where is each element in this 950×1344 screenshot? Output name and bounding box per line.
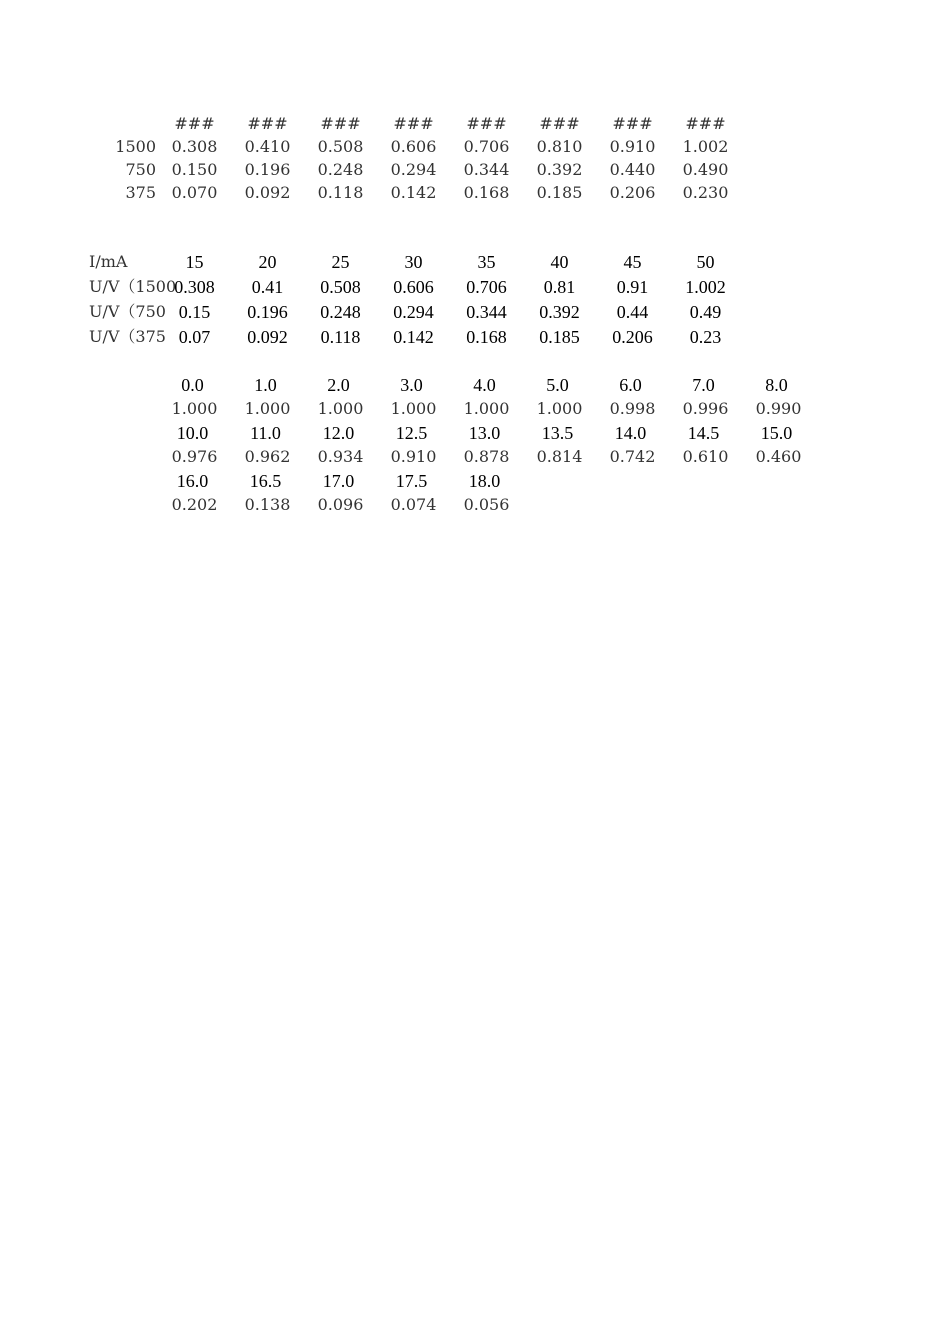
- table-cell: 0.81: [543, 277, 576, 297]
- block1-header-cell: ###: [539, 114, 580, 133]
- table-cell: 0.230: [682, 183, 729, 202]
- block1-row: [0, 158, 950, 182]
- table-cell: 0.118: [317, 183, 364, 202]
- table-cell: 14.5: [687, 423, 720, 443]
- table-cell: 0.810: [536, 137, 583, 156]
- table-cell: 0.44: [616, 302, 649, 322]
- table-cell: 0.142: [390, 183, 437, 202]
- table-cell: 0.092: [244, 183, 291, 202]
- block1-header-cell: ###: [247, 114, 288, 133]
- table-cell: 0.460: [755, 447, 802, 466]
- table-cell: 0.344: [463, 160, 510, 179]
- table-cell: 15.0: [760, 423, 793, 443]
- table-cell: 0.508: [320, 277, 361, 297]
- block2-header-cell: 50: [696, 252, 715, 272]
- table-cell: 1.002: [682, 137, 729, 156]
- table-cell: 0.092: [247, 327, 288, 347]
- table-cell: 0.934: [317, 447, 364, 466]
- table-cell: 0.344: [466, 302, 507, 322]
- table-cell: 0.15: [178, 302, 211, 322]
- table-cell: 1.000: [536, 399, 583, 418]
- table-cell: 7.0: [692, 375, 715, 395]
- table-cell: 1.002: [685, 277, 726, 297]
- table-cell: 0.206: [612, 327, 653, 347]
- table-cell: 0.706: [466, 277, 507, 297]
- table-cell: 17.0: [322, 471, 355, 491]
- table-cell: 13.5: [541, 423, 574, 443]
- block1-header-cell: ###: [393, 114, 434, 133]
- table-cell: 1.000: [390, 399, 437, 418]
- block2-row: [0, 325, 950, 349]
- block2-row: [0, 275, 950, 299]
- block2-header-cell: 40: [550, 252, 569, 272]
- block1-header-row: [0, 112, 950, 136]
- block3-row: [0, 397, 950, 421]
- block1-header-cell: ###: [466, 114, 507, 133]
- table-cell: 0.196: [244, 160, 291, 179]
- table-cell: 5.0: [546, 375, 569, 395]
- table-cell: 13.0: [468, 423, 501, 443]
- header-label: I/mA: [89, 252, 128, 271]
- table-cell: 0.410: [244, 137, 291, 156]
- block1-row: [0, 135, 950, 159]
- table-cell: 0.996: [682, 399, 729, 418]
- table-cell: 4.0: [473, 375, 496, 395]
- table-cell: 6.0: [619, 375, 642, 395]
- table-cell: 0.878: [463, 447, 510, 466]
- block2-header-cell: 35: [477, 252, 496, 272]
- block3-row: [0, 445, 950, 469]
- table-cell: 0.910: [390, 447, 437, 466]
- table-cell: 0.392: [536, 160, 583, 179]
- block2-header-cell: 15: [185, 252, 204, 272]
- table-cell: 10.0: [176, 423, 209, 443]
- table-cell: 0.49: [689, 302, 722, 322]
- table-cell: 0.150: [171, 160, 218, 179]
- table-cell: 12.0: [322, 423, 355, 443]
- row-label: 375: [125, 183, 156, 202]
- table-cell: 0.814: [536, 447, 583, 466]
- table-cell: 1.0: [254, 375, 277, 395]
- block2-header-cell: 30: [404, 252, 423, 272]
- table-cell: 1.000: [171, 399, 218, 418]
- block1-header-cell: ###: [612, 114, 653, 133]
- table-cell: 8.0: [765, 375, 788, 395]
- table-cell: 0.118: [320, 327, 361, 347]
- table-cell: 0.308: [171, 137, 218, 156]
- row-label: 750: [125, 160, 156, 179]
- table-cell: 0.910: [609, 137, 656, 156]
- table-cell: 0.606: [393, 277, 434, 297]
- table-cell: 18.0: [468, 471, 501, 491]
- table-cell: 0.392: [539, 302, 580, 322]
- table-cell: 16.5: [249, 471, 282, 491]
- row-label: U/V（750: [89, 302, 166, 321]
- block3-row: [0, 421, 950, 445]
- table-cell: 0.138: [244, 495, 291, 514]
- table-cell: 14.0: [614, 423, 647, 443]
- table-cell: 0.610: [682, 447, 729, 466]
- row-label: U/V（1500: [89, 277, 177, 296]
- table-cell: 0.706: [463, 137, 510, 156]
- table-cell: 0.490: [682, 160, 729, 179]
- table-cell: 1.000: [244, 399, 291, 418]
- table-cell: 0.185: [536, 183, 583, 202]
- table-cell: 0.168: [466, 327, 507, 347]
- table-cell: 0.976: [171, 447, 218, 466]
- table-cell: 0.168: [463, 183, 510, 202]
- table-cell: 0.606: [390, 137, 437, 156]
- block2-header-cell: 25: [331, 252, 350, 272]
- table-cell: 0.056: [463, 495, 510, 514]
- table-cell: 1.000: [317, 399, 364, 418]
- table-cell: 0.91: [616, 277, 649, 297]
- table-cell: 0.41: [251, 277, 284, 297]
- row-label: 1500: [115, 137, 156, 156]
- table-cell: 0.990: [755, 399, 802, 418]
- table-cell: 2.0: [327, 375, 350, 395]
- table-cell: 0.742: [609, 447, 656, 466]
- table-cell: 0.23: [689, 327, 722, 347]
- block3-row: [0, 373, 950, 397]
- table-cell: 0.248: [317, 160, 364, 179]
- block2-header-cell: 20: [258, 252, 277, 272]
- table-cell: 0.248: [320, 302, 361, 322]
- block2-header-row: [0, 250, 950, 274]
- row-label: U/V（375: [89, 327, 166, 346]
- table-cell: 1.000: [463, 399, 510, 418]
- table-cell: 0.440: [609, 160, 656, 179]
- table-cell: 0.070: [171, 183, 218, 202]
- table-cell: 0.308: [174, 277, 215, 297]
- table-cell: 16.0: [176, 471, 209, 491]
- table-cell: 17.5: [395, 471, 428, 491]
- table-cell: 0.142: [393, 327, 434, 347]
- block2-header-cell: 45: [623, 252, 642, 272]
- table-cell: 0.074: [390, 495, 437, 514]
- block1-row: [0, 181, 950, 205]
- block1-header-cell: ###: [174, 114, 215, 133]
- table-cell: 0.096: [317, 495, 364, 514]
- table-cell: 0.206: [609, 183, 656, 202]
- table-cell: 0.508: [317, 137, 364, 156]
- table-cell: 0.07: [178, 327, 211, 347]
- table-cell: 0.185: [539, 327, 580, 347]
- table-cell: 0.294: [393, 302, 434, 322]
- block3-row: [0, 469, 950, 493]
- block2-row: [0, 300, 950, 324]
- table-cell: 0.998: [609, 399, 656, 418]
- table-cell: 12.5: [395, 423, 428, 443]
- block1-header-cell: ###: [320, 114, 361, 133]
- table-cell: 0.196: [247, 302, 288, 322]
- table-cell: 0.294: [390, 160, 437, 179]
- table-cell: 0.202: [171, 495, 218, 514]
- block3-row: [0, 493, 950, 517]
- table-cell: 0.962: [244, 447, 291, 466]
- table-cell: 0.0: [181, 375, 204, 395]
- table-cell: 11.0: [250, 423, 281, 443]
- block1-header-cell: ###: [685, 114, 726, 133]
- table-cell: 3.0: [400, 375, 423, 395]
